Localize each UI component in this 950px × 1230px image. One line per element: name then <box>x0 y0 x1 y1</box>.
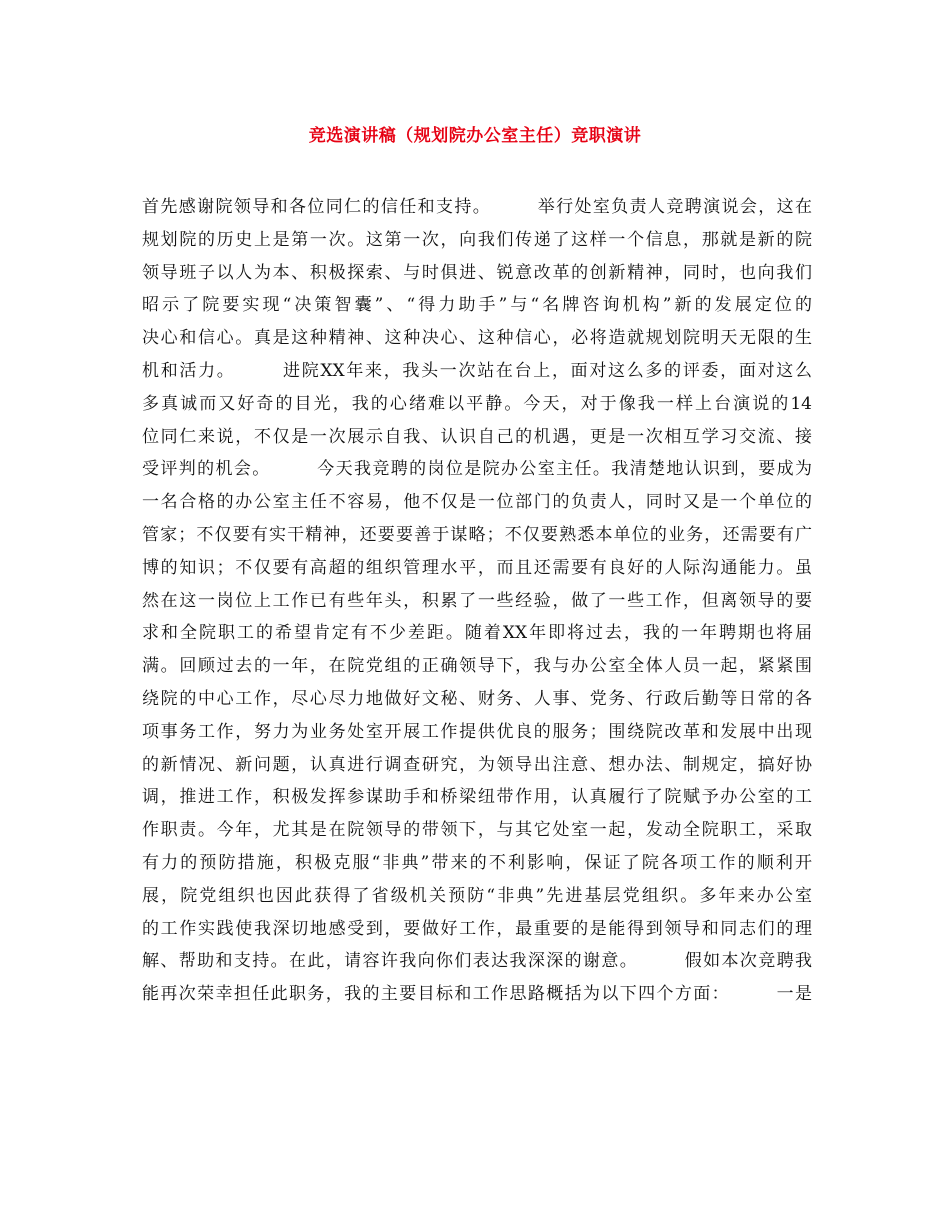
body-line: 求和全院职工的希望肯定有不少差距。随着XX年即将过去，我的一年聘期也将届 <box>142 623 812 644</box>
body-line: 机和活力。 进院XX年来，我头一次站在台上，面对这么多的评委，面对这么 <box>142 360 812 381</box>
body-line: 项事务工作，努力为业务处室开展工作提供优良的服务；围绕院改革和发展中出现 <box>142 721 812 742</box>
body-line: 多真诚而又好奇的目光，我的心绪难以平静。今天，对于像我一样上台演说的14 <box>142 393 812 414</box>
body-line: 昭示了院要实现“决策智囊”、“得力助手”与“名牌咨询机构”新的发展定位的 <box>142 295 812 316</box>
body-line: 领导班子以人为本、积极探索、与时俱进、锐意改革的创新精神，同时，也向我们 <box>142 262 812 283</box>
body-line: 调，推进工作，积极发挥参谋助手和桥梁纽带作用，认真履行了院赋予办公室的工 <box>142 787 812 808</box>
body-line: 一名合格的办公室主任不容易，他不仅是一位部门的负责人，同时又是一个单位的 <box>142 492 812 513</box>
body-line: 解、帮助和支持。在此，请容许我向你们表达我深深的谢意。 假如本次竞聘我 <box>142 951 812 972</box>
body-line: 受评判的机会。 今天我竞聘的岗位是院办公室主任。我清楚地认识到，要成为 <box>142 459 812 480</box>
document-title: 竞选演讲稿（规划院办公室主任）竞职演讲 <box>308 126 642 146</box>
body-line: 绕院的中心工作，尽心尽力地做好文秘、财务、人事、党务、行政后勤等日常的各 <box>142 688 812 709</box>
body-line: 博的知识；不仅要有高超的组织管理水平，而且还需要有良好的人际沟通能力。虽 <box>142 557 812 578</box>
body-line: 能再次荣幸担任此职务，我的主要目标和工作思路概括为以下四个方面： 一是 <box>142 984 812 1005</box>
body-line: 位同仁来说，不仅是一次展示自我、认识自己的机遇，更是一次相互学习交流、接 <box>142 426 812 447</box>
document-body <box>142 191 812 1011</box>
body-line: 管家；不仅要有实干精神，还要要善于谋略；不仅要熟悉本单位的业务，还需要有广 <box>142 524 812 545</box>
body-line: 规划院的历史上是第一次。这第一次，向我们传递了这样一个信息，那就是新的院 <box>142 229 812 250</box>
body-line: 有力的预防措施，积极克服“非典”带来的不利影响，保证了院各项工作的顺利开 <box>142 852 812 873</box>
body-line: 满。回顾过去的一年，在院党组的正确领导下，我与办公室全体人员一起，紧紧围 <box>142 656 812 677</box>
body-line: 然在这一岗位上工作已有些年头，积累了一些经验，做了一些工作，但离领导的要 <box>142 590 812 611</box>
body-line: 决心和信心。真是这种精神、这种决心、这种信心，必将造就规划院明天无限的生 <box>142 328 812 349</box>
body-line: 的工作实践使我深切地感受到，要做好工作，最重要的是能得到领导和同志们的理 <box>142 918 812 939</box>
body-line: 作职责。今年，尤其是在院领导的带领下，与其它处室一起，发动全院职工，采取 <box>142 820 812 841</box>
body-line: 首先感谢院领导和各位同仁的信任和支持。 举行处室负责人竞聘演说会，这在 <box>142 197 812 217</box>
body-line: 的新情况、新问题，认真进行调查研究，为领导出注意、想办法、制规定，搞好协 <box>142 754 812 775</box>
body-line: 展，院党组织也因此获得了省级机关预防“非典”先进基层党组织。多年来办公室 <box>142 885 812 906</box>
